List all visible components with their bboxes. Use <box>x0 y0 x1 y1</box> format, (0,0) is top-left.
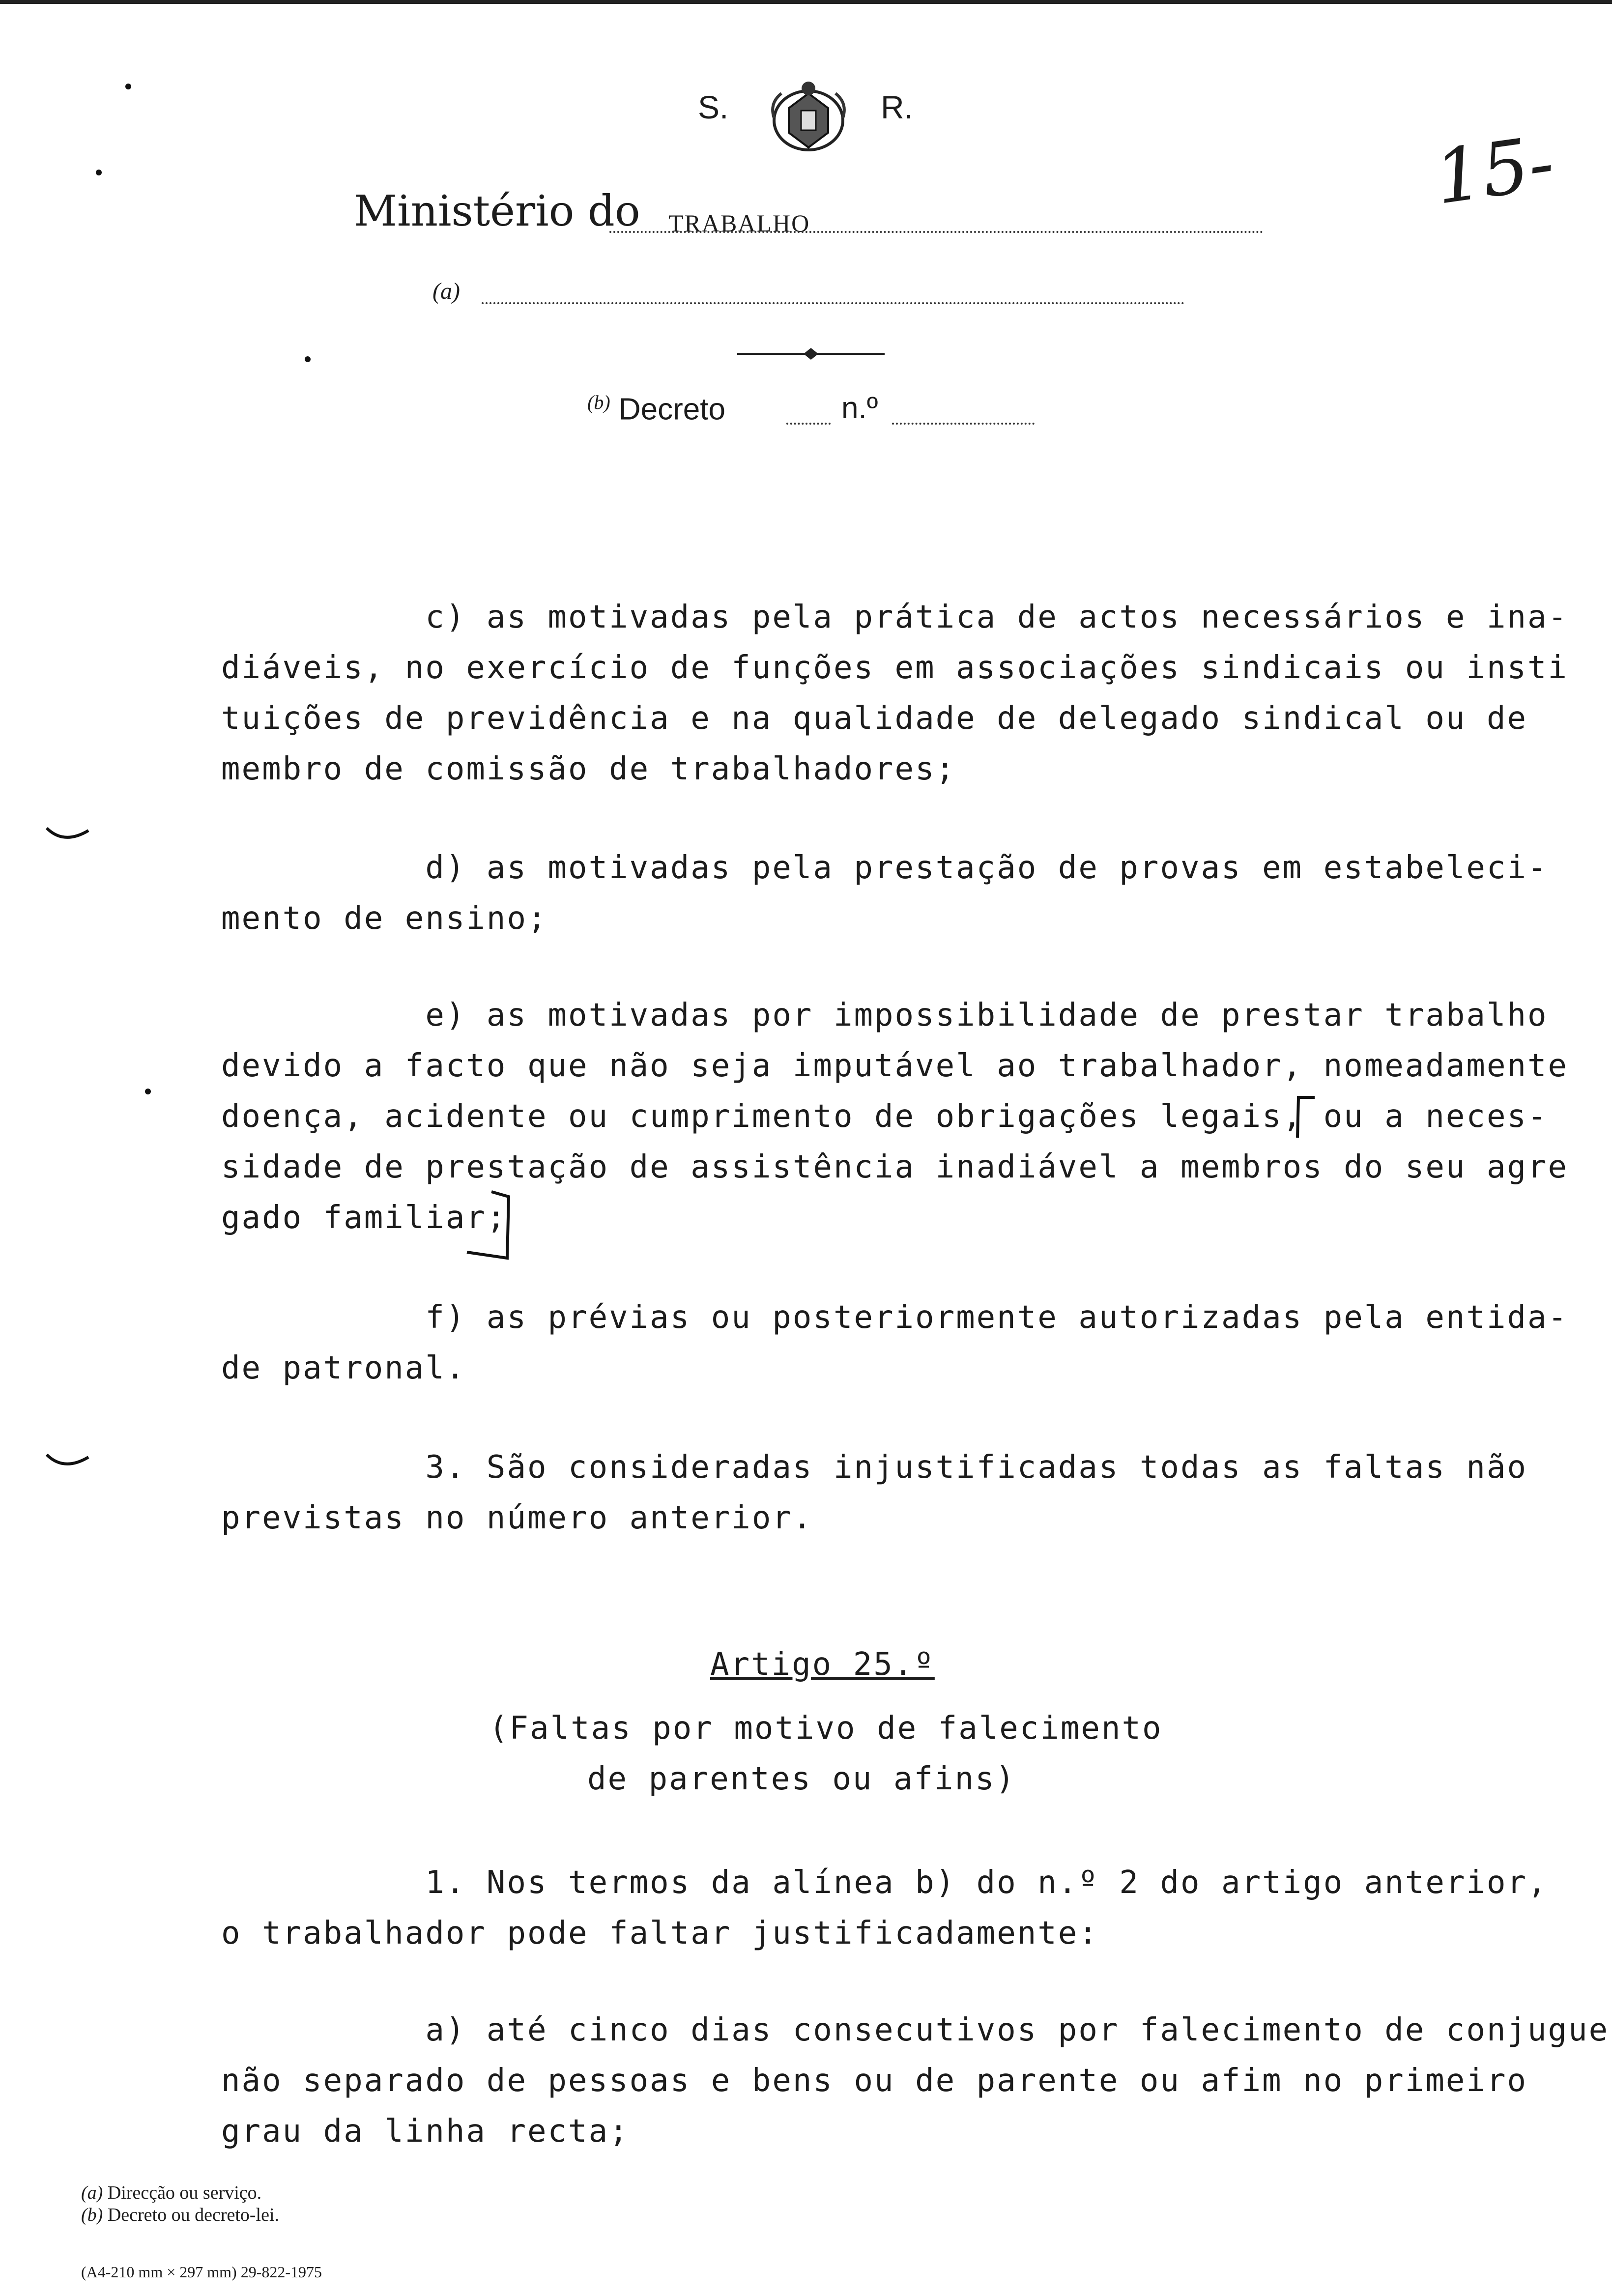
margin-tick-mark <box>44 1450 93 1474</box>
paragraph-item-c: c) as motivadas pela prática de actos necessários e ina- diáveis, no exercício de funções em associações sindicais ou insti tuições de previdência e na qualidade de delegado sindical ou de membro de comissão de trabalhadores; <box>221 599 1569 787</box>
paragraph-number-1: 1. Nos termos da alínea b) do n.º 2 do artigo anterior, o trabalhador pode faltar justificadamente: <box>221 1865 1548 1952</box>
scan-speck <box>96 170 102 175</box>
ministry-dotted-line <box>609 231 1263 233</box>
article-subtitle-line-2: de parentes ou afins) <box>587 1761 1016 1797</box>
handwritten-page-number: 15- <box>1430 120 1559 221</box>
scan-speck <box>125 84 131 89</box>
field-a-dotted-line <box>482 302 1184 304</box>
handwritten-bracket-close <box>462 1189 516 1263</box>
letterhead-left-letter: S. <box>698 89 729 125</box>
article-subtitle-line-1: (Faltas por motivo de falecimento <box>489 1710 1163 1747</box>
paragraph-item-f: f) as prévias ou posteriormente autorizadas pela entida- de patronal. <box>221 1299 1569 1386</box>
footnote-a <box>81 2182 261 2204</box>
decree-number-dotted-line <box>892 423 1035 425</box>
paragraph-item-e: e) as motivadas por impossibilidade de prestar trabalho devido a facto que não seja imputável ao trabalhador, nomeadamente doença, acidente ou cumprimento de obrigações legais, ou a neces- sidade de prestação de assistência inadiável a membros do seu agre gado familiar; <box>221 997 1569 1236</box>
handwritten-bracket-open <box>1293 1093 1317 1140</box>
paragraph-item-d: d) as motivadas pela prestação de provas em estabeleci- mento de ensino; <box>221 850 1548 937</box>
footnote-a-label: (a) <box>81 2182 103 2203</box>
decree-type-dotted-line <box>786 423 831 425</box>
footnote-b-label: (b) <box>81 2205 103 2225</box>
margin-tick-mark <box>44 823 93 848</box>
paragraph-number-3: 3. São consideradas injustificadas todas as faltas não previstas no número anterior. <box>221 1449 1527 1536</box>
coat-of-arms-icon <box>759 74 858 157</box>
page-top-edge <box>0 0 1612 4</box>
decree-label: Decreto <box>618 392 725 427</box>
footnote-b <box>81 2204 279 2226</box>
divider-ornament <box>737 344 885 364</box>
ministry-name: TRABALHO <box>668 209 810 237</box>
decree-number-label: n.º <box>841 391 878 425</box>
paragraph-item-a: a) até cinco dias consecutivos por falecimento de conjugue não separado de pessoas e bens ou de parente ou afim no primeiro grau da linha recta; <box>221 2012 1610 2150</box>
letterhead-right-letter: R. <box>881 89 913 125</box>
decree-footnote-mark: (b) <box>587 391 610 413</box>
footnote-a-text: Direcção ou serviço. <box>107 2182 262 2203</box>
scan-speck <box>145 1089 151 1094</box>
article-title: Artigo 25.º <box>710 1646 935 1683</box>
footnote-b-text: Decreto ou decreto-lei. <box>107 2205 280 2225</box>
field-a-label: (a) <box>432 278 460 304</box>
decree-line <box>587 391 725 427</box>
ministry-prefix: Ministério do <box>354 187 640 236</box>
printer-line: (A4-210 mm × 297 mm) 29-822-1975 <box>81 2263 322 2281</box>
scan-speck <box>305 356 311 362</box>
